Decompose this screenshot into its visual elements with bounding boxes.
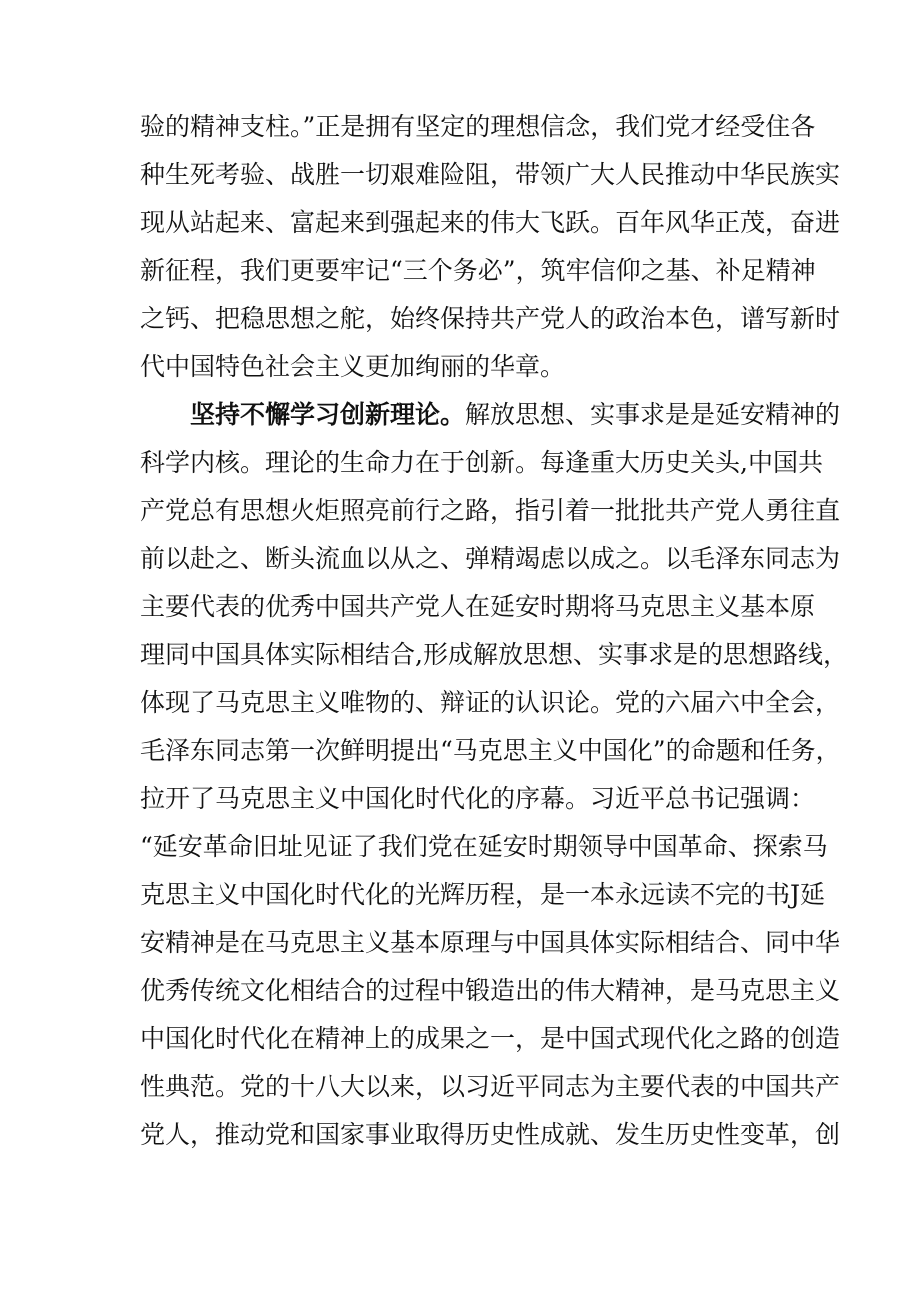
paragraph-line: 安精神是在马克思主义基本原理与中国具体实际相结合、同中华 [140, 928, 841, 957]
paragraph-line: 产党总有思想火炬照亮前行之路，指引着一批批共产党人勇往直 [140, 496, 841, 525]
paragraph-line: 前以赴之、断头流血以从之、弹精竭虑以成之。以毛泽东同志为 [140, 544, 841, 573]
paragraph-line: 党人，推动党和国家事业取得历史性成就、发生历史性变革，创 [140, 1120, 841, 1149]
paragraph-line: “延安革命旧址见证了我们党在延安时期领导中国革命、探索马 [140, 832, 828, 861]
paragraph-line: 主要代表的优秀中国共产党人在延安时期将马克思主义基本原 [140, 592, 816, 621]
paragraph-text: 解放思想、实事求是是延安精神的 [465, 400, 841, 429]
paragraph-line: 克思主义中国化时代化的光辉历程，是一本永远读不完的书J延 [140, 880, 826, 909]
paragraph-line: 之钙、把稳思想之舵，始终保持共产党人的政治本色，谱写新时 [140, 304, 841, 333]
paragraph-line: 新征程，我们更要牢记“三个务必”，筑牢信仰之基、补足精神 [140, 256, 816, 285]
paragraph-line: 性典范。党的十八大以来，以习近平同志为主要代表的中国共产 [140, 1072, 841, 1101]
paragraph-first-line [190, 395, 841, 435]
paragraph-line: 科学内核。理论的生命力在于创新。每逢重大历史关头,中国共 [140, 448, 823, 477]
paragraph-line: 理同中国具体实际相结合,形成解放思想、实事求是的思想路线， [140, 640, 848, 669]
paragraph-line: 中国化时代化在精神上的成果之一，是中国式现代化之路的创造 [140, 1024, 841, 1053]
paragraph-line: 验的精神支柱。”正是拥有坚定的理想信念，我们党才经受住各 [140, 112, 816, 141]
paragraph-line: 代中国特色社会主义更加绚丽的华章。 [140, 352, 566, 381]
paragraph-line: 种生死考验、战胜一切艰难险阻，带领广大人民推动中华民族实 [140, 160, 841, 189]
paragraph-line: 拉开了马克思主义中国化时代化的序幕。习近平总书记强调： [140, 784, 816, 813]
paragraph-line: 毛泽东同志第一次鲜明提出“马克思主义中国化”的命题和任务， [140, 736, 841, 765]
paragraph-line: 现从站起来、富起来到强起来的伟大飞跃。百年风华正茂，奋进 [140, 208, 841, 237]
paragraph-line: 优秀传统文化相结合的过程中锻造出的伟大精神，是马克思主义 [140, 976, 841, 1005]
section-heading: 坚持不懈学习创新理论。 [190, 400, 466, 429]
paragraph-line: 体现了马克思主义唯物的、辩证的认识论。党的六届六中全会， [140, 688, 841, 717]
